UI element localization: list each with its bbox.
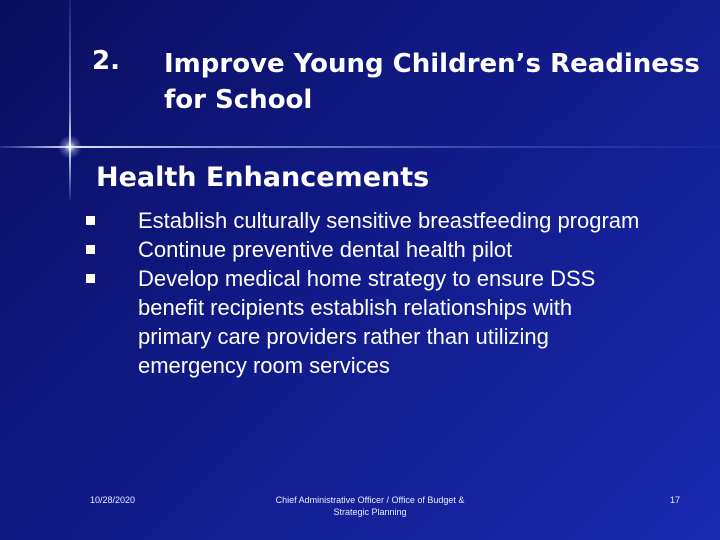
bullet-text: Develop medical home strategy to ensure DSS benefit recipients establish relationships with primary care providers rather than utilizing emergency room services [138, 266, 596, 378]
decorative-horizontal-line [0, 146, 720, 148]
footer-date: 10/28/2020 [90, 495, 136, 505]
bullet-item [86, 264, 646, 380]
decorative-vertical-line [69, 0, 71, 200]
slide-title: Improve Young Children’s Readiness for School [164, 49, 700, 115]
page-number: 17 [669, 495, 680, 505]
title-number: 2. [92, 46, 120, 76]
square-bullet-icon [86, 245, 95, 254]
section-heading: Health Enhancements [96, 162, 430, 193]
bullet-item [86, 206, 646, 235]
footer-organization-line1: Chief Administrative Officer / Office of Budget & [275, 495, 465, 505]
footer-organization-line2: Strategic Planning [333, 507, 407, 517]
decorative-star-glow [58, 135, 82, 159]
bullet-text: Continue preventive dental health pilot [138, 237, 513, 262]
bullet-item [86, 235, 646, 264]
bullet-text: Establish culturally sensitive breastfeeding program [138, 208, 640, 233]
square-bullet-icon [86, 216, 95, 225]
square-bullet-icon [86, 274, 95, 283]
bullet-list [86, 206, 646, 380]
footer-organization [250, 494, 490, 518]
